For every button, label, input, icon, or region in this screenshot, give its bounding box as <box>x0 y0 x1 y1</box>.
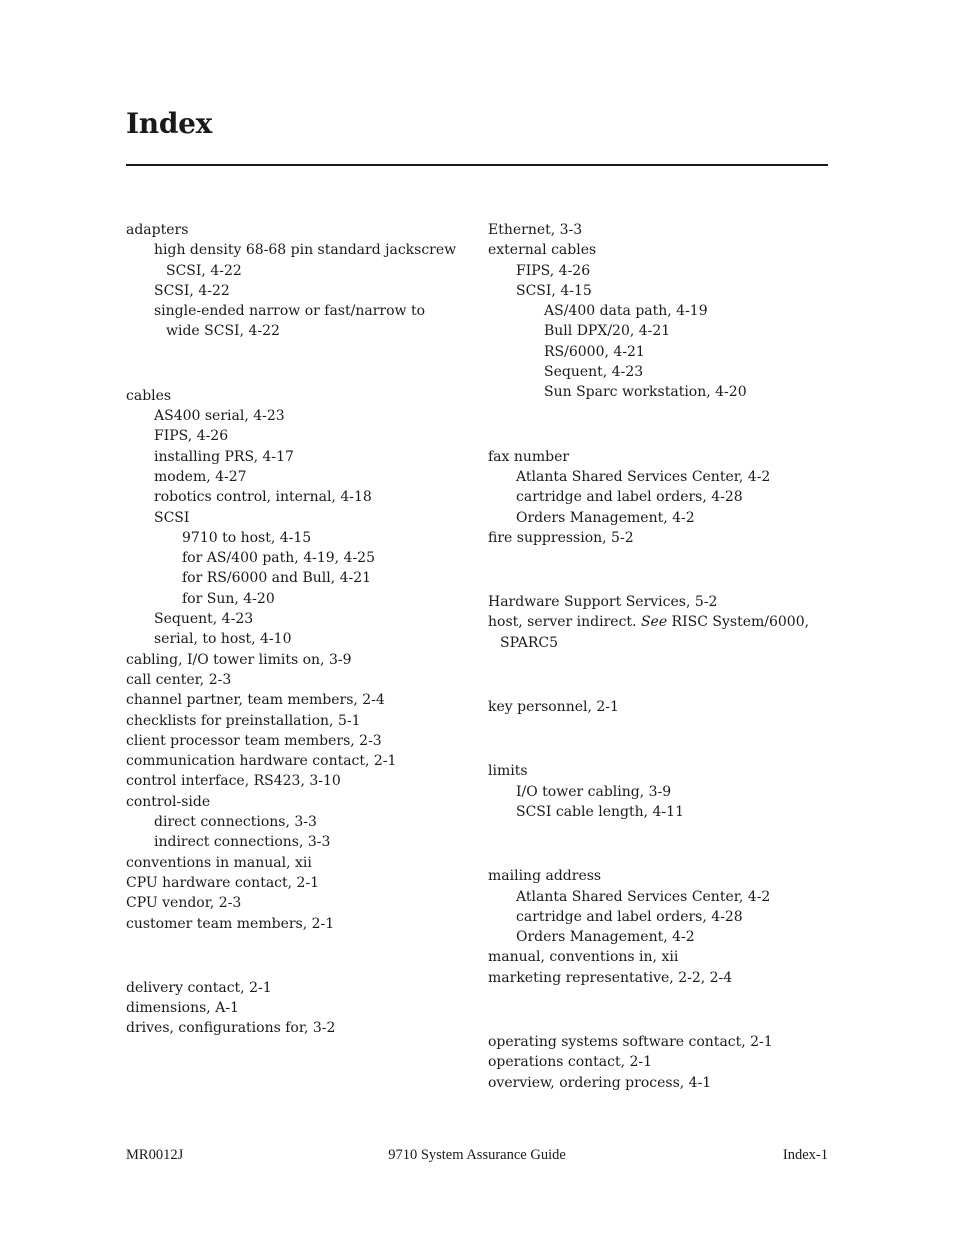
index-entry <box>126 998 471 1018</box>
index-entry-text: fire suppression, 5-2 <box>488 529 634 546</box>
index-entry-text: serial, to host, 4-10 <box>154 631 292 648</box>
index-entry-text: limits <box>488 763 528 780</box>
index-entry <box>126 792 471 812</box>
index-subentry <box>126 568 471 588</box>
index-entry-text: communication hardware contact, 2-1 <box>126 753 397 770</box>
index-entry <box>126 650 471 670</box>
index-subentry <box>488 342 833 362</box>
index-entry-text: SCSI cable length, 4-11 <box>516 803 684 820</box>
index-section <box>126 220 471 342</box>
index-entry-text: cartridge and label orders, 4-28 <box>516 489 743 506</box>
index-entry-text: Atlanta Shared Services Center, 4-2 <box>516 888 771 905</box>
index-entry-text: Orders Management, 4-2 <box>516 509 695 526</box>
index-subentry <box>488 281 833 301</box>
index-entry-text: mailing address <box>488 868 602 885</box>
index-entry <box>488 1052 833 1072</box>
index-entry <box>126 751 471 771</box>
index-entry-text: overview, ordering process, 4-1 <box>488 1074 712 1091</box>
index-entry-text: for Sun, 4-20 <box>182 590 275 607</box>
index-entry-text: robotics control, internal, 4-18 <box>154 489 372 506</box>
index-entry-text: I/O tower cabling, 3-9 <box>516 783 672 800</box>
index-entry-text: drives, configurations for, 3-2 <box>126 1020 336 1037</box>
index-entry-continuation: SCSI, 4-22 <box>166 262 242 279</box>
title-divider <box>126 164 828 166</box>
index-subentry <box>488 321 833 341</box>
index-entry-text: direct connections, 3-3 <box>154 814 317 831</box>
index-entry <box>488 761 833 781</box>
index-entry-text: RS/6000, 4-21 <box>544 343 645 360</box>
see-reference-target: RISC System/6000, <box>667 614 810 631</box>
footer-document-number: MR0012J <box>126 1147 184 1163</box>
index-section <box>488 220 833 403</box>
index-subentry <box>126 629 471 649</box>
index-entry-text: key personnel, 2-1 <box>488 699 619 716</box>
index-entry-text: Sequent, 4-23 <box>154 611 254 628</box>
index-entry <box>488 240 833 260</box>
index-entry <box>126 914 471 934</box>
index-entry <box>488 1073 833 1093</box>
index-section <box>488 592 833 653</box>
index-subentry <box>126 487 471 507</box>
index-entry-text: conventions in manual, xii <box>126 854 312 871</box>
index-entry-text: control interface, RS423, 3-10 <box>126 773 341 790</box>
index-entry-text: cartridge and label orders, 4-28 <box>516 908 743 925</box>
index-entry-text: Orders Management, 4-2 <box>516 929 695 946</box>
index-subentry <box>488 467 833 487</box>
index-entry-text: Hardware Support Services, 5-2 <box>488 594 718 611</box>
index-section <box>488 447 833 548</box>
index-subentry <box>126 508 471 528</box>
index-subentry <box>126 548 471 568</box>
footer-page-number: Index-1 <box>782 1147 828 1163</box>
index-entry <box>488 528 833 548</box>
index-entry <box>488 592 833 612</box>
index-entry <box>126 873 471 893</box>
index-entry-text: fax number <box>488 448 570 465</box>
index-entry <box>488 447 833 467</box>
index-entry <box>488 947 833 967</box>
index-column-right <box>488 220 833 1137</box>
index-entry-text: SCSI, 4-22 <box>154 282 230 299</box>
index-entry <box>126 731 471 751</box>
index-subentry <box>488 927 833 947</box>
index-entry <box>488 612 833 632</box>
index-subentry <box>488 782 833 802</box>
index-entry-text: external cables <box>488 242 597 259</box>
index-entry-text: manual, conventions in, xii <box>488 949 679 966</box>
index-entry-text: adapters <box>126 222 189 238</box>
index-entry-text: Sequent, 4-23 <box>544 364 644 381</box>
index-entry-continuation: SPARC5 <box>500 634 558 651</box>
index-entry-text: client processor team members, 2-3 <box>126 732 382 749</box>
index-subentry <box>488 362 833 382</box>
index-entry-text: operations contact, 2-1 <box>488 1054 653 1071</box>
index-entry <box>488 220 833 240</box>
index-entry <box>126 690 471 710</box>
index-subentry <box>488 907 833 927</box>
index-entry <box>126 893 471 913</box>
index-entry-text: for AS/400 path, 4-19, 4-25 <box>182 550 375 567</box>
index-entry-continuation: wide SCSI, 4-22 <box>166 323 280 340</box>
index-section <box>126 386 471 934</box>
index-entry-text: SCSI <box>154 509 190 526</box>
index-subentry <box>126 301 471 321</box>
index-entry-text: customer team members, 2-1 <box>126 915 335 932</box>
index-entry-text: cables <box>126 387 172 404</box>
index-entry-text: for RS/6000 and Bull, 4-21 <box>182 570 372 587</box>
index-entry-text: SCSI, 4-15 <box>516 282 592 299</box>
index-entry <box>126 771 471 791</box>
index-entry <box>126 978 471 998</box>
index-section <box>488 761 833 822</box>
index-entry-text: high density 68-68 pin standard jackscrew <box>154 242 457 259</box>
index-subentry <box>126 528 471 548</box>
index-subentry <box>126 281 471 301</box>
index-entry <box>488 697 833 717</box>
index-entry-text: AS/400 data path, 4-19 <box>544 303 708 320</box>
index-entry-text: Atlanta Shared Services Center, 4-2 <box>516 468 771 485</box>
index-section <box>488 1032 833 1093</box>
index-subentry <box>126 812 471 832</box>
index-entry-text: delivery contact, 2-1 <box>126 979 272 996</box>
index-entry-text: installing PRS, 4-17 <box>154 448 294 465</box>
index-entry <box>126 670 471 690</box>
index-entry-text: single-ended narrow or fast/narrow to <box>154 303 425 320</box>
index-entry <box>488 968 833 988</box>
index-entry-text: FIPS, 4-26 <box>516 262 591 279</box>
index-entry-text: checklists for preinstallation, 5-1 <box>126 712 361 729</box>
index-subentry <box>488 261 833 281</box>
index-subentry <box>126 426 471 446</box>
index-subentry <box>488 382 833 402</box>
index-entry-text: FIPS, 4-26 <box>154 428 229 445</box>
index-entry <box>126 1018 471 1038</box>
index-entry-text: Ethernet, 3-3 <box>488 222 583 238</box>
index-subentry <box>488 487 833 507</box>
index-entry-text: modem, 4-27 <box>154 468 247 485</box>
page-title: Index <box>126 107 213 140</box>
index-subentry <box>126 240 471 260</box>
index-entry-text: marketing representative, 2-2, 2-4 <box>488 969 733 986</box>
index-entry <box>126 386 471 406</box>
page-footer <box>126 1144 828 1166</box>
index-subentry <box>488 301 833 321</box>
index-section <box>488 866 833 988</box>
index-subentry <box>126 832 471 852</box>
index-entry <box>126 711 471 731</box>
index-entry <box>488 866 833 886</box>
index-entry-text: Sun Sparc workstation, 4-20 <box>544 384 747 401</box>
index-entry-text: call center, 2-3 <box>126 671 232 688</box>
index-entry-text: channel partner, team members, 2-4 <box>126 692 385 709</box>
index-subentry <box>126 589 471 609</box>
index-entry-text: operating systems software contact, 2-1 <box>488 1034 773 1051</box>
index-entry-text: control-side <box>126 793 211 810</box>
index-subentry <box>488 802 833 822</box>
index-entry-text: Bull DPX/20, 4-21 <box>544 323 671 340</box>
index-subentry <box>126 609 471 629</box>
index-section <box>488 697 833 717</box>
index-subentry <box>488 508 833 528</box>
index-entry-text: cabling, I/O tower limits on, 3-9 <box>126 651 352 668</box>
index-subentry <box>488 887 833 907</box>
index-entry-text: host, server indirect. <box>488 614 641 631</box>
index-subentry <box>126 406 471 426</box>
index-section <box>126 978 471 1039</box>
index-entry <box>126 853 471 873</box>
index-subentry <box>126 467 471 487</box>
see-reference: See <box>640 614 668 631</box>
index-entry-text: dimensions, A-1 <box>126 1000 239 1017</box>
index-entry-text: CPU hardware contact, 2-1 <box>126 874 320 891</box>
index-entry <box>126 220 471 240</box>
index-entry-text: AS400 serial, 4-23 <box>154 408 285 425</box>
index-entry-text: 9710 to host, 4-15 <box>182 529 312 546</box>
index-entry-text: CPU vendor, 2-3 <box>126 895 242 912</box>
index-entry <box>488 1032 833 1052</box>
index-subentry <box>126 447 471 467</box>
index-entry-text: indirect connections, 3-3 <box>154 834 331 851</box>
footer-document-title: 9710 System Assurance Guide <box>388 1147 566 1163</box>
index-column-left <box>126 220 471 1083</box>
